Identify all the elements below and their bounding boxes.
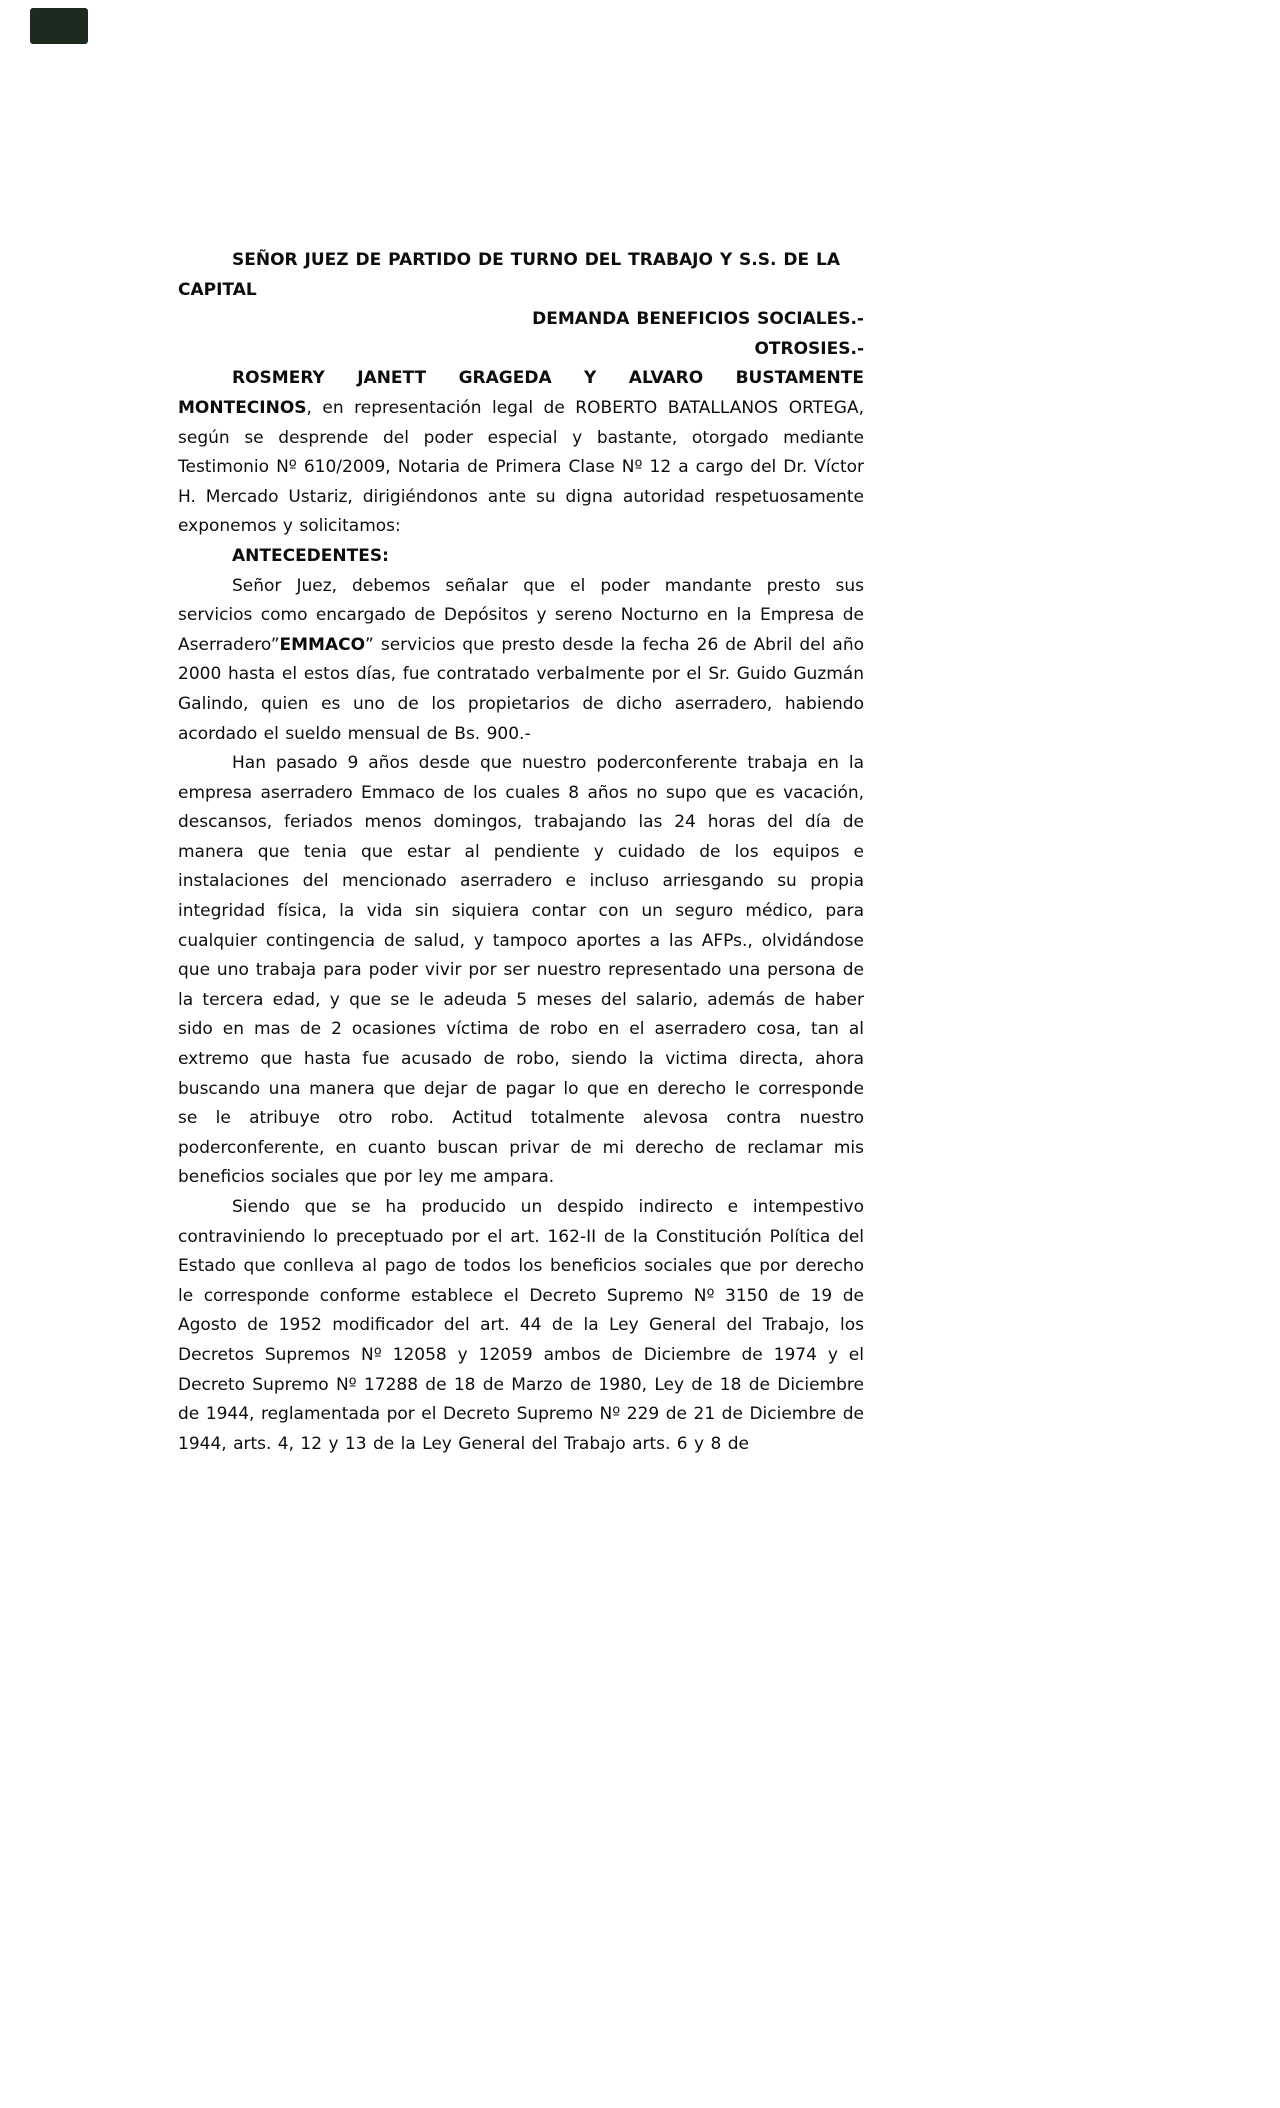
document-title: [178, 246, 864, 305]
paragraph-despido: Siendo que se ha producido un despido indirecto e intempestivo contraviniendo lo preceptuado por el art. 162-II de la Constitución Política del Estado que conlleva al pago de todos los beneficios sociales que por derecho le corresponde conforme establece el Decreto Supremo Nº 3150 de 19 de Agosto de 1952 modificador del art. 44 de la Ley General del Trabajo, los Decretos Supremos Nº 12058 y 12059 ambos de Diciembre de 1974 y el Decreto Supremo Nº 17288 de 18 de Marzo de 1980, Ley de 18 de Diciembre de 1944, reglamentada por el Decreto Supremo Nº 229 de 21 de Diciembre de 1944, arts. 4, 12 y 13 de la Ley General del Trabajo arts. 6 y 8 de: [178, 1197, 864, 1454]
paragraph-servicios: [178, 572, 864, 750]
subtitle-demanda: DEMANDA BENEFICIOS SOCIALES.-: [532, 309, 864, 330]
intro-body-text: , en representación legal de ROBERTO BATALLANOS ORTEGA, según se desprende del poder especial y bastante, otorgado mediante Testimonio Nº 610/2009, Notaria de Primera Clase Nº 12 a cargo del Dr. Víctor H. Mercado Ustariz, dirigiéndonos ante su digna autoridad respetuosamente exponemos y solicitamos:: [178, 397, 864, 537]
document-title-line2: CAPITAL: [178, 279, 257, 300]
company-name-emmaco: EMMACO: [279, 634, 366, 655]
servicios-text-before: Señor Juez, debemos señalar que el poder mandante presto sus servicios como encargado de Depósitos y sereno Nocturno en la Empresa de Aserradero”: [178, 575, 864, 655]
paragraph-intro: [178, 364, 864, 542]
intro-representative-names: ROSMERY JANETT GRAGEDA Y ALVARO BUSTAMENTE MONTECINOS: [178, 368, 864, 418]
document-title-line1: SEÑOR JUEZ DE PARTIDO DE TURNO DEL TRABAJO Y S.S. DE LA: [232, 250, 841, 270]
document-content: [178, 246, 864, 1459]
paragraph-trayectoria: Han pasado 9 años desde que nuestro poderconferente trabaja en la empresa aserradero Emmaco de los cuales 8 años no supo que es vacación, descansos, feriados menos domingos, trabajando las 24 horas del día de manera que tenia que estar al pendiente y cuidado de los equipos e instalaciones del mencionado aserradero e incluso arriesgando su propia integridad física, la vida sin siquiera contar con un seguro médico, para cualquier contingencia de salud, y tampoco aportes a las AFPs., olvidándose que uno trabaja para poder vivir por ser nuestro representado una persona de la tercera edad, y que se le adeuda 5 meses del salario, además de haber sido en mas de 2 ocasiones víctima de robo en el aserradero cosa, tan al extremo que hasta fue acusado de robo, siendo la victima directa, ahora buscando una manera que dejar de pagar lo que en derecho le corresponde se le atribuye otro robo. Actitud totalmente alevosa contra nuestro poderconferente, en cuanto buscan privar de mi derecho de reclamar mis beneficios sociales que por ley me ampara.: [178, 753, 864, 1188]
heading-antecedentes: ANTECEDENTES:: [232, 545, 389, 566]
scan-artifact: [30, 8, 88, 44]
subtitle-otrosies: OTROSIES.-: [754, 338, 864, 359]
servicios-text-after: ” servicios que presto desde la fecha 26 de Abril del año 2000 hasta el estos días, fue contratado verbalmente por el Sr. Guido Guzmán Galindo, quien es uno de los propietarios de dicho aserradero, habiendo acordado el sueldo mensual de Bs. 900.-: [178, 634, 864, 744]
